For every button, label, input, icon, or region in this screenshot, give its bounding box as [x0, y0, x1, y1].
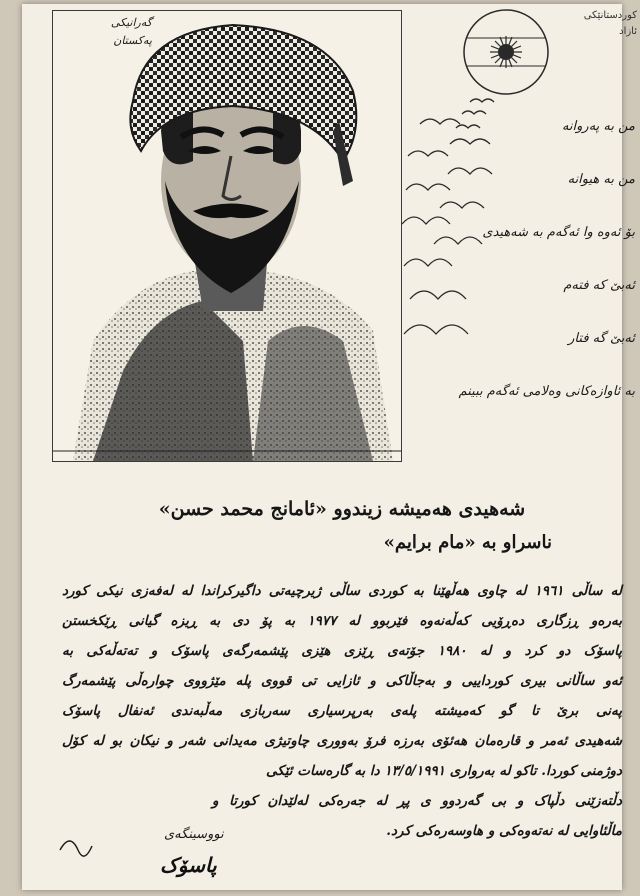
poem-line: ئەبێ کە فتەم [563, 278, 635, 293]
biography-text [62, 576, 622, 846]
body-line: لە ساڵی ١٩٦١ لە چاوی هەڵهێنا بە کوردی ساڵی ژیرچیەتی داگیرکراندا لە لەفەزی نیکی کورد [62, 583, 623, 599]
poem-line: من بە هیوانە [567, 172, 635, 187]
emblem-caption-line1: کوردستانێکی [583, 10, 637, 21]
emblem-caption-line2: ئازاد [619, 26, 637, 37]
poem-line: بۆ ئەوە وا ئەگەم بە شەهیدی [482, 225, 635, 240]
body-line: پاسۆک دو کرد و لە ١٩٨٠ جۆتەی ڕێزی هێزی پێشمەرگەی پاسۆک و تەتەڵەکی بە [62, 643, 622, 659]
body-line: دوژمنی کوردا. تاکو لە بەرواری ١٣/٥/١٩٩١ دا بە گارەسات ئێکی [266, 763, 622, 779]
poem-line: من بە پەروانە [561, 119, 635, 134]
body-line: پەنی برێ تا گو کەمیشتە پلەی بەرپرسیاری سەربازی مەڵبەندی ئەنفال پاسۆک [62, 703, 622, 719]
document-sheet [22, 4, 637, 890]
poem-line: ئەبێ گە فتار [568, 331, 635, 346]
photo-caption-line1: گەرانیکی [110, 16, 152, 29]
body-line: ماڵئاوایی لە نەتەوەکی و هاوسەرەکی کرد. [386, 823, 622, 839]
signature-stamp [52, 810, 224, 890]
photo-caption-line2: پەکستان [113, 34, 152, 47]
title-heading: شەهیدی هەمیشە زیندوو «ئامانج محمد حسن» [158, 498, 526, 520]
poem [410, 114, 635, 432]
kurdistan-flag-emblem [456, 6, 556, 98]
body-line: بەرەو ڕزگاری دەڕۆیی کەڵەنەوە فێربوو لە ١٩٧٧ بە پۆ دی بە ڕیزە گیانی ڕێکخستن [62, 613, 622, 629]
portrait-photo [52, 10, 402, 462]
body-line: ئەو ساڵانی بیری کورداییی و بەجاڵاکی و ئازایی تی قووی پلە مێژووی چوارەڵی پێشمەرگ [62, 673, 622, 689]
body-line: دڵتەزێنی دڵپاک و بی گەردوو ی پڕ لە جەرەکی لەلێدان کورتا و [212, 793, 622, 809]
emblem-caption [562, 8, 637, 40]
subtitle-heading: ناسراو بە «مام برایم» [383, 532, 552, 553]
portrait-illustration [53, 11, 401, 461]
photo-caption [62, 14, 152, 50]
body-line: شەهیدی ئەمر و قارەمان هەئۆی بەرزە فرۆ بەووری چاوتیژی مەیدانی شەر و نیکان بو لە کۆل [62, 733, 622, 749]
signature-line2: پاسۆک [160, 853, 217, 877]
signature-line1: نووسینگەی [164, 827, 224, 842]
poem-line: بە ئاوازەکانی وەلامی ئەگەم ببینم [458, 384, 635, 399]
